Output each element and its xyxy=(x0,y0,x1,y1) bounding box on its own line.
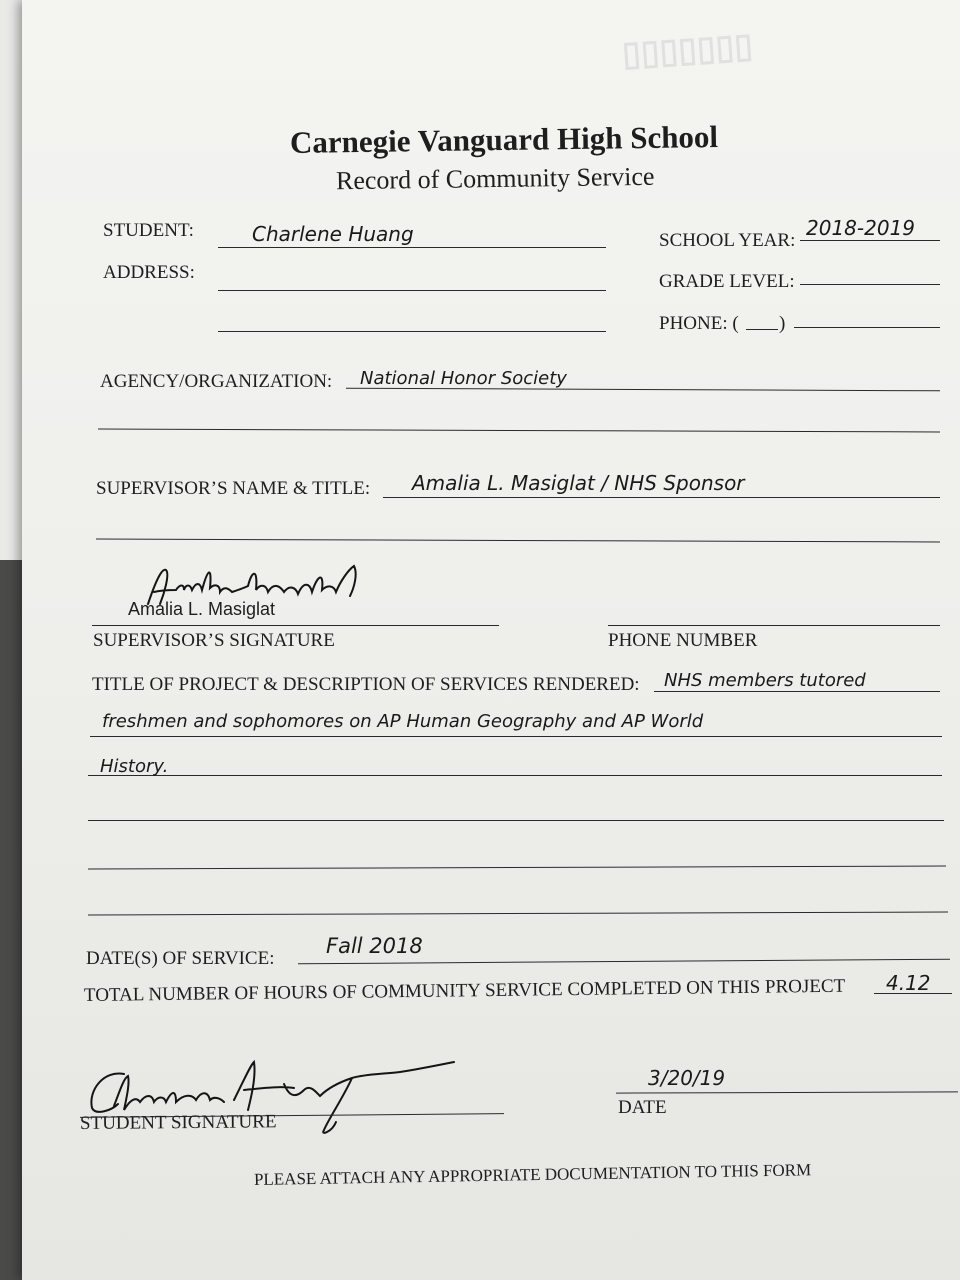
project-line-3 xyxy=(88,775,942,776)
bleed-through-text: ▯▯▯▯▯▯▯ xyxy=(620,26,755,74)
supervisor-label: SUPERVISOR’S NAME & TITLE: xyxy=(96,478,371,499)
description-line-2: freshmen and sophomores on AP Human Geography and AP World xyxy=(102,711,704,732)
project-label: TITLE OF PROJECT & DESCRIPTION OF SERVICES RENDERED: xyxy=(92,674,640,695)
student-name-entry: Charlene Huang xyxy=(252,222,414,246)
school-year-entry: 2018-2019 xyxy=(806,216,916,240)
supervisor-entry: Amalia L. Masiglat / NHS Sponsor xyxy=(412,471,745,495)
supervisor-printed-name: Amalia L. Masiglat xyxy=(128,599,276,619)
dates-of-service-label: DATE(S) OF SERVICE: xyxy=(86,948,275,969)
date-entry: 3/20/19 xyxy=(648,1066,726,1090)
student-line xyxy=(218,247,606,248)
student-signature-label: STUDENT SIGNATURE xyxy=(79,1111,277,1134)
grade-level-label: GRADE LEVEL: xyxy=(659,271,795,292)
phone-label: PHONE: ( xyxy=(659,313,739,334)
phone-area-code-line xyxy=(746,329,778,330)
description-line-3: History. xyxy=(100,756,169,777)
school-name: Carnegie Vanguard High School xyxy=(289,119,719,160)
supervisor-line xyxy=(383,497,940,498)
grade-level-line xyxy=(800,284,940,285)
project-line-2 xyxy=(90,736,942,737)
dates-of-service-entry: Fall 2018 xyxy=(326,934,423,958)
supervisor-signature-line xyxy=(92,625,499,626)
agency-label: AGENCY/ORGANIZATION: xyxy=(100,371,333,392)
form-title: Record of Community Service xyxy=(335,161,655,196)
phone-close-paren: ) xyxy=(779,313,786,334)
total-hours-label: TOTAL NUMBER OF HOURS OF COMMUNITY SERVICE COMPLETED ON THIS PROJECT xyxy=(83,975,846,1006)
address-line-1 xyxy=(218,290,606,291)
phone-number-label: PHONE NUMBER xyxy=(608,630,758,651)
date-label: DATE xyxy=(618,1097,667,1118)
school-year-line xyxy=(800,240,940,241)
phone-line xyxy=(794,327,940,328)
address-label: ADDRESS: xyxy=(103,262,195,283)
address-line-2 xyxy=(218,331,606,332)
total-hours-entry: 4.12 xyxy=(886,971,931,995)
description-line-1: NHS members tutored xyxy=(664,670,866,691)
supervisor-phone-line xyxy=(608,625,940,626)
project-line-1 xyxy=(654,691,940,692)
attachment-note: PLEASE ATTACH ANY APPROPRIATE DOCUMENTATION TO THIS FORM xyxy=(253,1160,812,1189)
project-line-4 xyxy=(88,820,944,821)
school-year-label: SCHOOL YEAR: xyxy=(659,230,796,251)
supervisor-signature-label: SUPERVISOR’S SIGNATURE xyxy=(93,630,335,651)
student-label: STUDENT: xyxy=(103,220,194,241)
agency-entry: National Honor Society xyxy=(360,368,567,389)
